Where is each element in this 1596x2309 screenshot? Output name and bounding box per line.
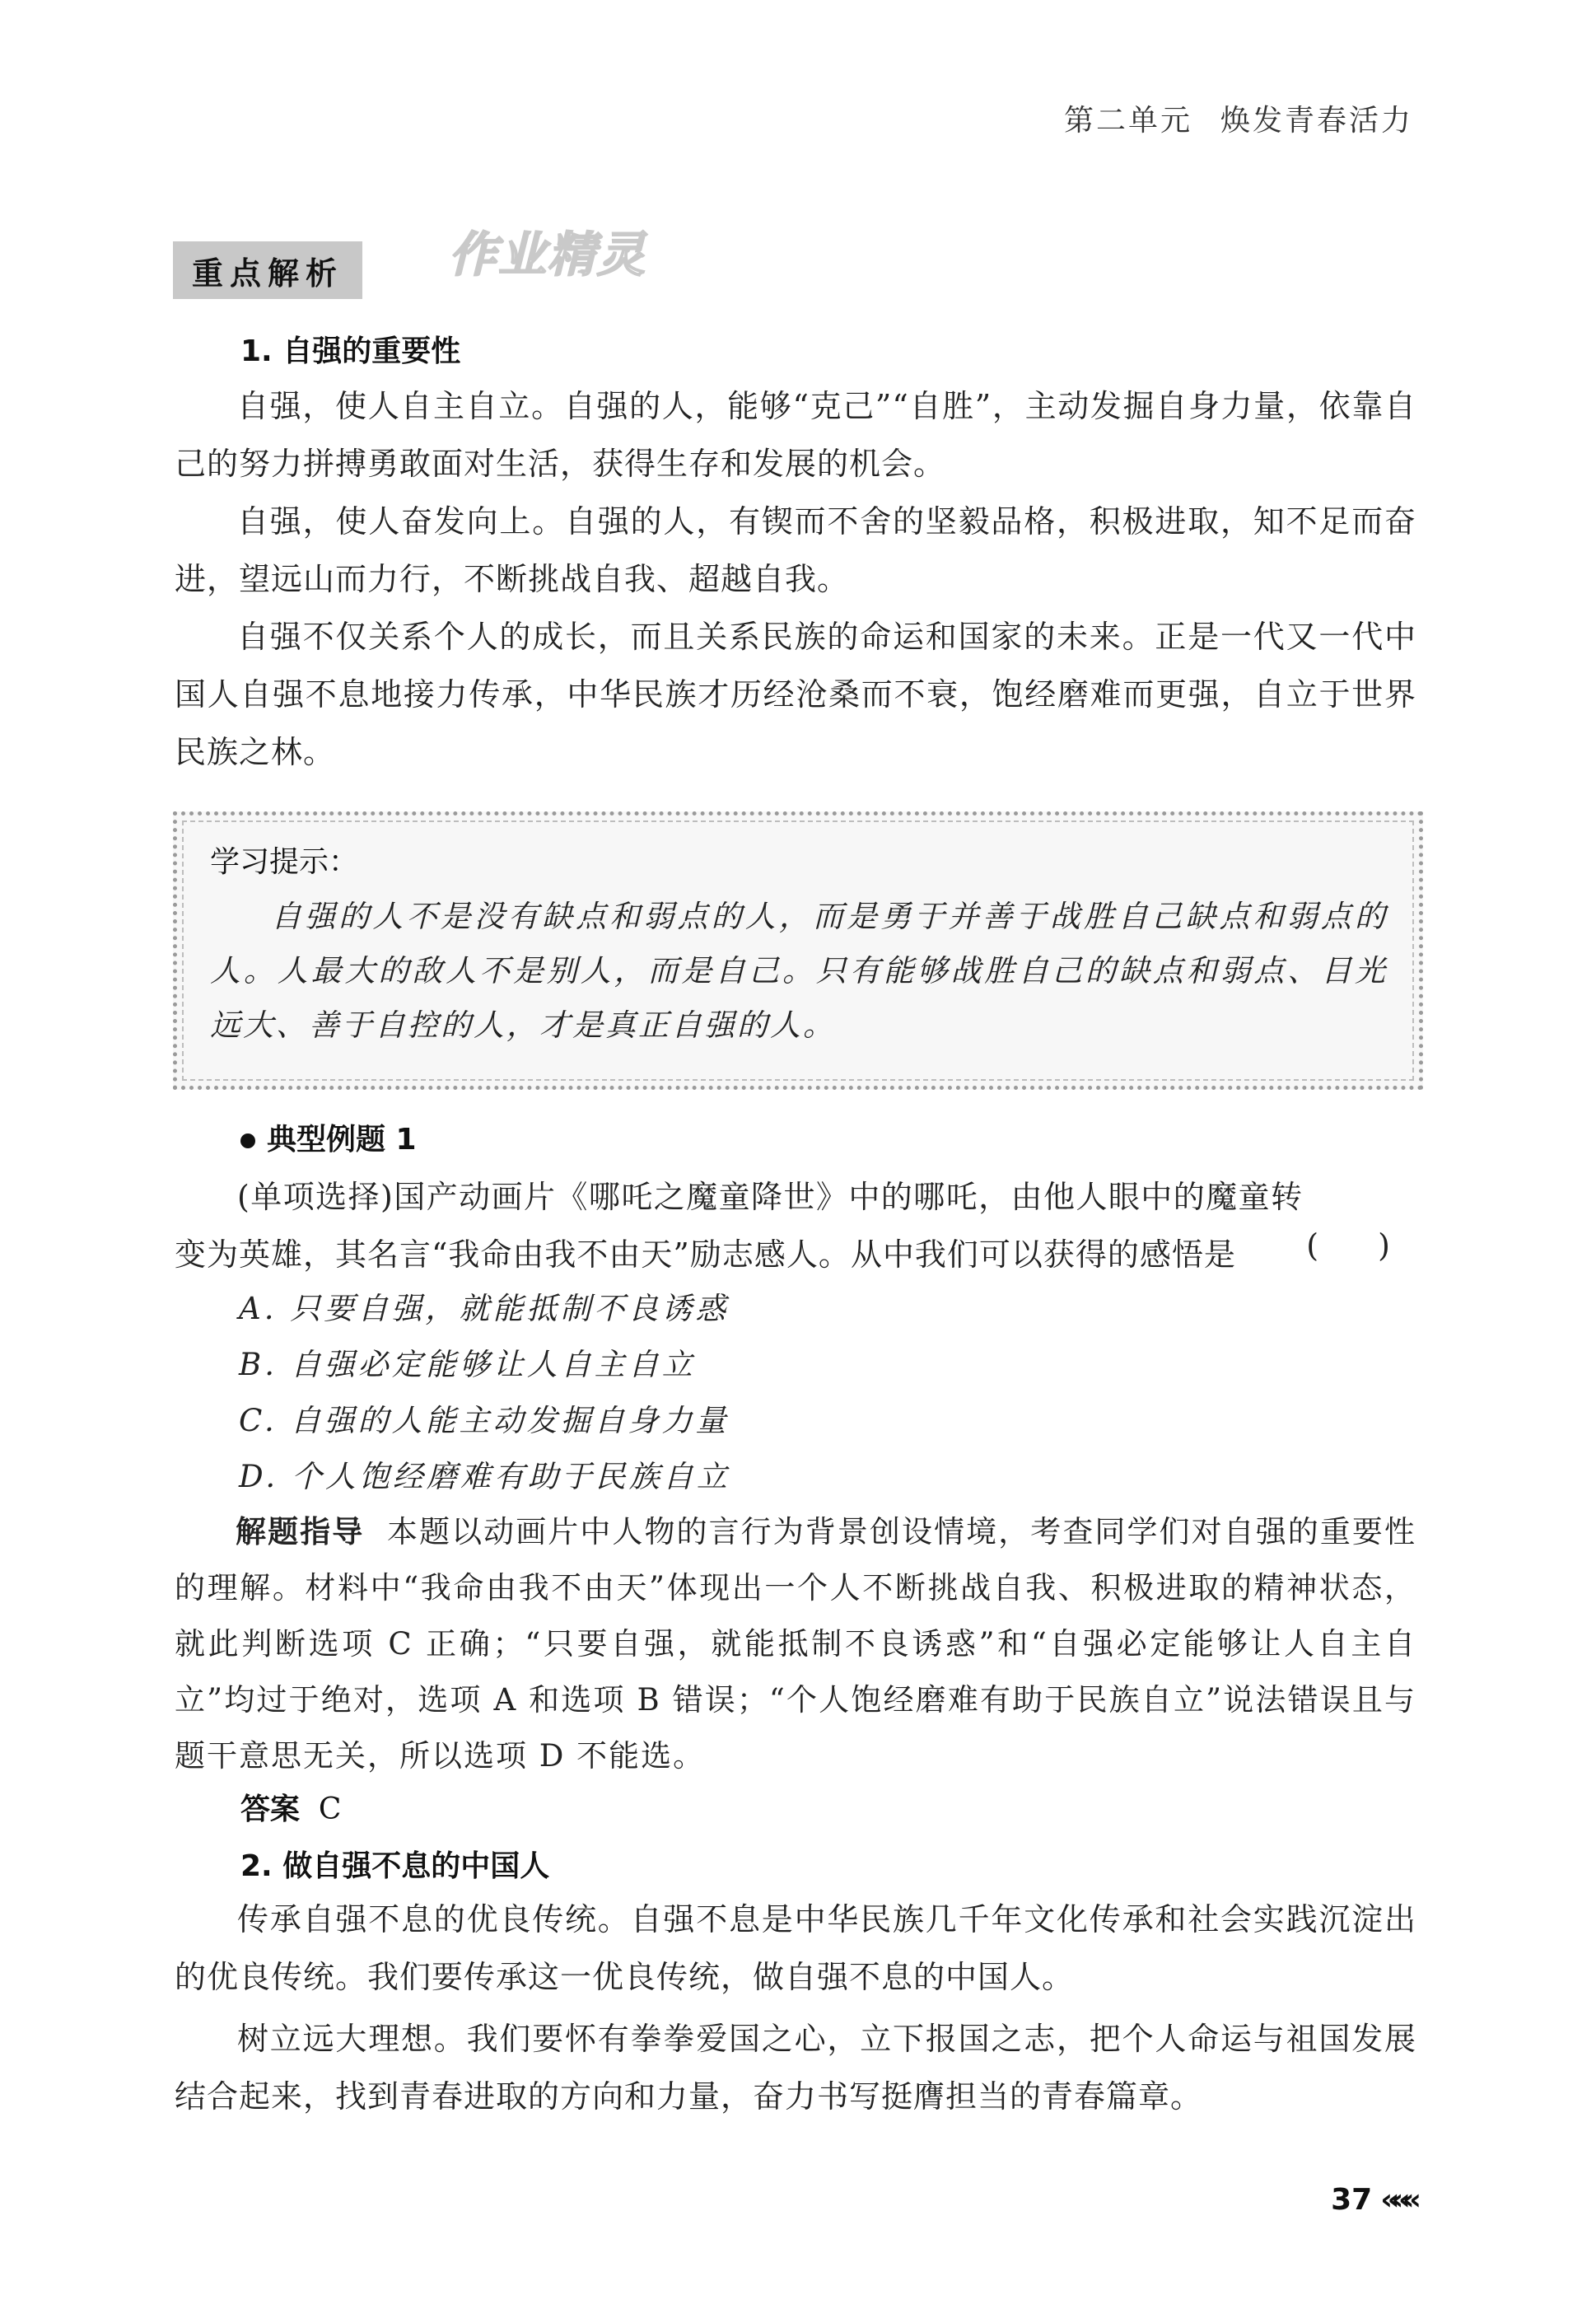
answer-blank: ( ) bbox=[1306, 1227, 1415, 1264]
answer-value: C bbox=[318, 1793, 342, 1826]
topic2-heading: 2. 做自强不息的中国人 bbox=[240, 1849, 550, 1883]
tip-title: 学习提示： bbox=[210, 845, 359, 879]
learning-tip-box bbox=[173, 811, 1423, 1090]
section-badge bbox=[173, 241, 362, 299]
tip-body: 自强的人不是没有缺点和弱点的人，而是勇于并善于战胜自己缺点和弱点的人。人最大的敌人不是别人，而是自己。只有能够战胜自己的缺点和弱点、目光远大、善于自控的人，才是真正自强的人。 bbox=[210, 899, 1388, 1043]
guide-label: 解题指导 bbox=[236, 1514, 365, 1549]
page-number-row bbox=[1331, 2183, 1413, 2217]
topic1-heading: 1. 自强的重要性 bbox=[240, 334, 461, 368]
answer-row bbox=[240, 1786, 341, 1828]
option-d: D. 个人饱经磨难有助于民族自立 bbox=[239, 1459, 730, 1494]
topic1-paragraph-2: 自强，使人奋发向上。自强的人，有锲而不舍的坚毅品格，积极进取，知不足而奋进，望远山而力行，不断挑战自我、超越自我。 bbox=[175, 503, 1416, 597]
topic2-paragraph-1: 传承自强不息的优良传统。自强不息是中华民族几千年文化传承和社会实践沉淀出的优良传统。我们要传承这一优良传统，做自强不息的中国人。 bbox=[175, 1901, 1416, 1995]
answer-label: 答案 bbox=[240, 1793, 301, 1826]
section-badge-label: 重点解析 bbox=[191, 255, 343, 292]
unit-label: 第二单元 bbox=[1063, 104, 1192, 138]
running-header bbox=[1064, 97, 1413, 139]
bullet-icon bbox=[240, 1133, 255, 1148]
topic1-paragraph-1: 自强，使人自主自立。自强的人，能够“克己”“自胜”，主动发掘自身力量，依靠自己的努力拼搏勇敢面对生活，获得生存和发展的机会。 bbox=[175, 388, 1416, 482]
solution-guide bbox=[175, 1504, 1416, 1784]
watermark-logo: 作业精灵 bbox=[449, 227, 647, 283]
page-number: 37 bbox=[1331, 2183, 1373, 2217]
guide-text: 本题以动画片中人物的言行为背景创设情境，考查同学们对自强的重要性的理解。材料中“我命由我不由天”体现出一个人不断挑战自我、积极进取的精神状态，就此判断选项 C 正确；“只要自强，就能抵制不良诱惑”和“自强必定能够让人自主自立”均过于绝对，选项 A 和选项 B 错误；“个人饱经磨难有助于民族自立”说法错误且与题干意思无关，所以选项 D 不能选。 bbox=[175, 1514, 1417, 1774]
page-arrows-icon: ««« bbox=[1380, 2183, 1413, 2217]
option-b: B. 自强必定能够让人自主自立 bbox=[239, 1347, 696, 1382]
topic2-paragraph-2: 树立远大理想。我们要怀有拳拳爱国之心，立下报国之志，把个人命运与祖国发展结合起来，找到青春进取的方向和力量，奋力书写挺膺担当的青春篇章。 bbox=[175, 2021, 1416, 2115]
option-c: C. 自强的人能主动发掘自身力量 bbox=[239, 1403, 730, 1438]
example-heading-row bbox=[240, 1116, 417, 1158]
example-heading: 典型例题 1 bbox=[267, 1123, 417, 1157]
unit-title: 焕发青春活力 bbox=[1220, 104, 1413, 138]
topic1-paragraph-3: 自强不仅关系个人的成长，而且关系民族的命运和国家的未来。正是一代又一代中国人自强不息地接力传承，中华民族才历经沧桑而不衰，饱经磨难而更强，自立于世界民族之林。 bbox=[175, 619, 1416, 770]
example-question: (单项选择)国产动画片《哪吒之魔童降世》中的哪吒，由他人眼中的魔童转变为英雄，其名言“我命由我不由天”励志感人。从中我们可以获得的感悟是 bbox=[175, 1179, 1303, 1273]
option-a: A. 只要自强，就能抵制不良诱惑 bbox=[239, 1291, 730, 1326]
